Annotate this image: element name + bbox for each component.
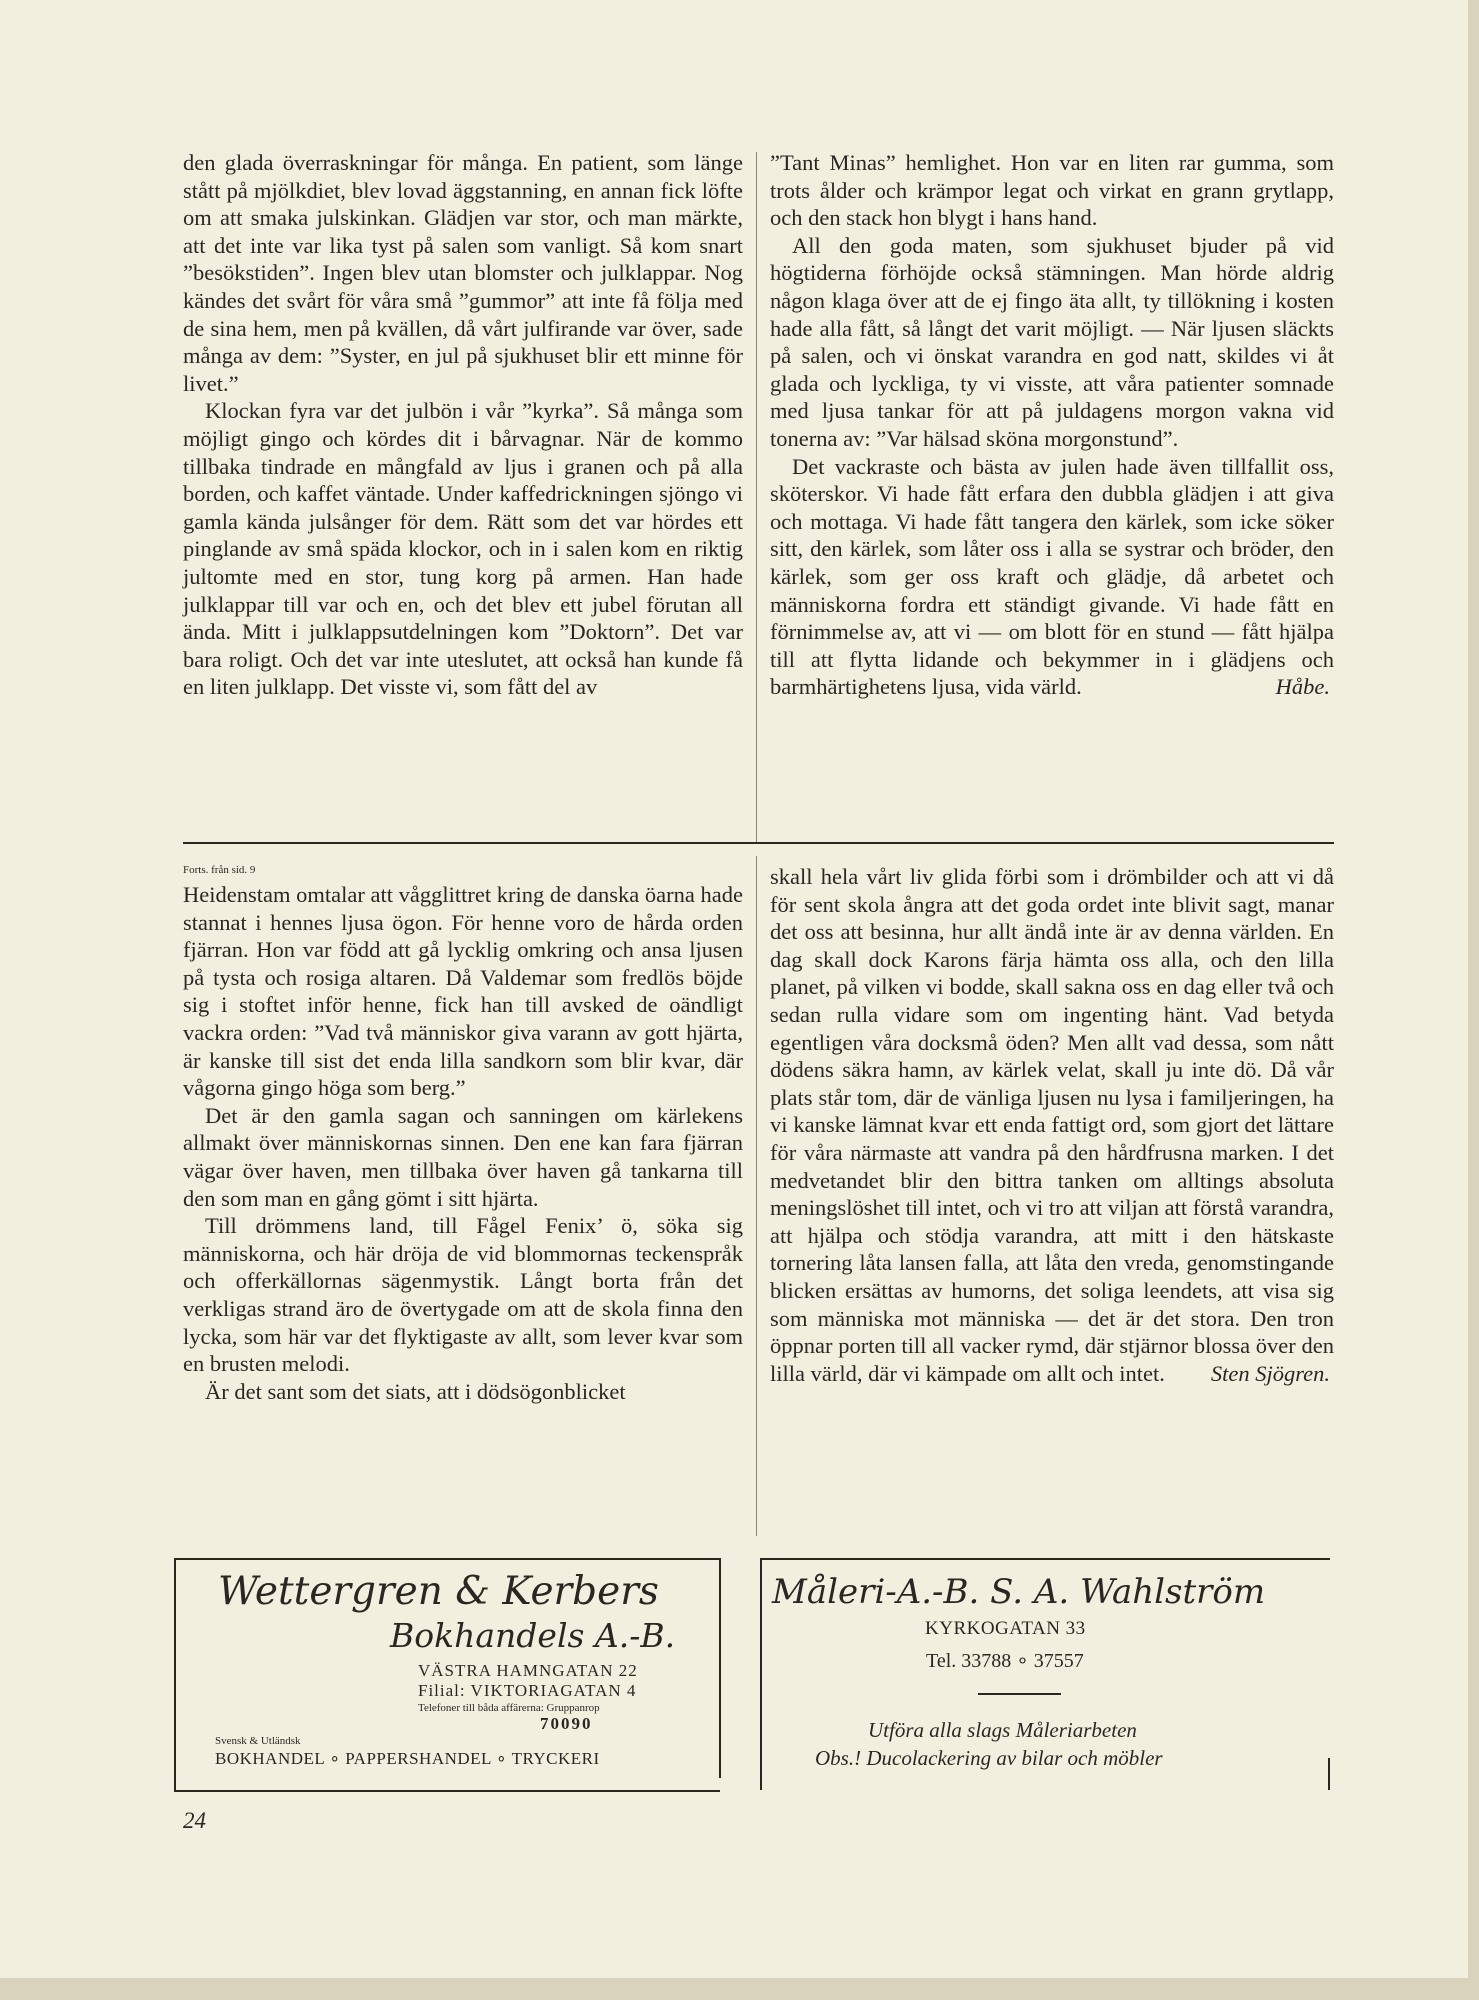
ad-company-name: Måleri-A.-B. S. A. Wahlström bbox=[772, 1572, 1266, 1612]
ad-tagline-small: Svensk & Utländsk bbox=[215, 1735, 301, 1747]
ad-border bbox=[1328, 1758, 1330, 1790]
paragraph: Det är den gamla sagan och sanningen om kärlekens allmakt över människornas sinnen. Den ene kan fara fjärran vägar över haven, men tillbaka över haven gå tankarna till den som man en gång gömt i sitt hjärta. bbox=[183, 1102, 743, 1211]
ad-company-name: Wettergren & Kerbers bbox=[218, 1569, 659, 1614]
paragraph: skall hela vårt liv glida förbi som i drömbilder och att vi då för sent skola ångra att det goda ordet inte blivit sagt, manar det oss att besinna, hur allt ändå inte är av denna världen. En dag skall dock Karons färja hämta oss alla, och den lilla planet, på vilken vi bodde, skall sakna oss en dag eller två och sedan rulla vidare som om ingenting hänt. Vad betyda egentligen våra docksmå öden? Men allt vad dessa, som nått dödens säkra hamn, av kärlek velat, skall ju inte dö. Då vår plats står tom, där de vänliga ljusen nu lysa i familjeringen, ha vi kanske lämnat kvar ett enda fattigt ord, som gjort det lättare för våra närmaste att vandra på den hårdfrusna marken. I det medvetandet blir den bittra tanken om alltings absoluta meningslöshet till intet, och vi tro att viljan att förstå varandra, att hjälpa och stödja varandra, att mitt i den hätskaste tornering låta lansen falla, att låta den vreda, genomstingande blicken ersättas av humorns, det soliga leendets, att visa sig som människa mot människa — det är det stora. Den tron öppnar porten till all vacker rymd, där stjärnor blossa över den lilla värld, där vi kämpade om allt och intet. bbox=[770, 864, 1334, 1386]
top-article-right-column bbox=[770, 149, 1334, 701]
ad-address: VÄSTRA HAMNGATAN 22 bbox=[418, 1661, 638, 1680]
ad-border bbox=[760, 1558, 762, 1790]
ad-border bbox=[174, 1790, 720, 1792]
paragraph: Till drömmens land, till Fågel Fenix’ ö, söka sig människorna, och här dröja de vid blommornas teckenspråk och offerkällornas sägenmystik. Långt borta från det verkligas strand äro de övertygade om att de skola finna den lycka, som här var det flyktigaste av allt, som lever kvar som en brusten melodi. bbox=[183, 1213, 743, 1377]
column-divider bbox=[756, 152, 757, 842]
continued-note: Forts. från sid. 9 bbox=[183, 864, 256, 876]
paragraph: Är det sant som det siats, att i dödsögonblicket bbox=[205, 1378, 626, 1404]
signature: Håbe. bbox=[1275, 674, 1330, 700]
ad-address: KYRKOGATAN 33 bbox=[925, 1618, 1086, 1639]
ad-divider bbox=[978, 1693, 1061, 1695]
bottom-article-right-column bbox=[770, 863, 1334, 1387]
article-divider bbox=[183, 842, 1334, 844]
paragraph: den glada överraskningar för många. En patient, som länge stått på mjölkdiet, blev lovad äggstanning, en annan fick löfte om att smaka julskinkan. Glädjen var stor, och man märkte, att det inte var lika tyst på salen som vanligt. Så kom snart ”besökstiden”. Ingen blev utan blomster och julklappar. Nog kändes det svårt för våra små ”gummor” att inte få följa med de sina hem, men på kvällen, då vårt julfirande var över, sade många av dem: ”Syster, en jul på sjukhuset blir ett minne för livet.” bbox=[183, 150, 743, 396]
paragraph: All den goda maten, som sjukhuset bjuder på vid högtiderna förhöjde också stämningen. Man hörde aldrig någon klaga över att de ej fingo äta allt, ty tillökning i kosten hade alla fått, så långt det varit möjligt. — När ljusen släckts på salen, och vi önskat varandra en god natt, skildes vi åt glada och lyckliga, ty vi visste, att våra patienter somnade med ljusa tankar för att på juldagens morgon vakna vid tonerna av: ”Var hälsad sköna morgonstund”. bbox=[770, 232, 1334, 451]
paragraph: Heidenstam omtalar att vågglittret kring de danska öarna hade stannat i hennes ljusa ögon. För henne voro de hårda orden fjärran. Hon var född att gå lycklig omkring och ansa ljusen på tysta och rosiga altaren. Då Valdemar som fredlös böjde sig i stoftet inför henne, fick han till avsked de oändligt vackra orden: ”Vad två människor giva varann av gott hjärta, är kanske till sist det enda lilla sandkorn som blir kvar, där vågorna gingo höga som berg.” bbox=[183, 882, 743, 1101]
ad-phone-note: Telefoner till båda affärerna: Gruppanrop bbox=[418, 1702, 600, 1714]
page-edge bbox=[0, 1978, 1479, 2000]
ad-line: Obs.! Ducolackering av bilar och möbler bbox=[815, 1746, 1163, 1770]
ad-phone: Tel. 33788 ∘ 37557 bbox=[926, 1650, 1084, 1672]
page-edge bbox=[1468, 0, 1479, 2000]
ad-border bbox=[760, 1558, 1330, 1560]
paragraph: ”Tant Minas” hemlighet. Hon var en liten rar gumma, som trots ålder och krämpor legat och virkat en grann grytlapp, och den stack hon blygt i hans hand. bbox=[770, 150, 1334, 231]
ad-phone: 70090 bbox=[540, 1714, 593, 1733]
paragraph: Det vackraste och bästa av julen hade även tillfallit oss, sköterskor. Vi hade fått erfara den dubbla glädjen i att giva och mottaga. Vi hade fått tangera den kärlek, som icke söker sitt, den kärlek, som låter oss i alla se systrar och bröder, den kärlek, som ger oss kraft och glädje, då arbetet och människorna fordra ett ständigt givande. Vi hade fått en förnimmelse av, att vi — om blott för en stund — fått hjälpa till att flytta lidande och bekymmer in i glädjens och barmhärtighetens ljusa, vida värld. bbox=[770, 453, 1334, 700]
ad-tagline: BOKHANDEL ∘ PAPPERSHANDEL ∘ TRYCKERI bbox=[215, 1749, 600, 1768]
column-divider bbox=[756, 856, 757, 1536]
top-article-left-column bbox=[183, 149, 743, 701]
page-number: 24 bbox=[183, 1808, 206, 1833]
signature: Sten Sjögren. bbox=[1210, 1360, 1330, 1386]
ad-company-type: Bokhandels A.-B. bbox=[390, 1616, 676, 1655]
bottom-article-left-column bbox=[183, 863, 743, 1405]
ad-line: Utföra alla slags Måleriarbeten bbox=[868, 1718, 1137, 1742]
paragraph: Klockan fyra var det julbön i vår ”kyrka”. Så många som möjligt gingo och kördes dit i bårvagnar. När de kommo tillbaka tindrade en mångfald av ljus i granen och på alla borden, och kaffet väntade. Under kaffedrickningen sjöngo vi gamla kända julsånger för dem. Rätt som det var hördes ett pinglande av små späda klockor, och in i salen kom en riktig jultomte med en stor, tung korg på armen. Han hade julklappar till var och en, och det blev ett jubel förutan all ända. Mitt i julklappsutdelningen kom ”Doktorn”. Det var bara roligt. Och det var inte uteslutet, att också han kunde få en liten julklapp. Det visste vi, som fått del av bbox=[183, 398, 743, 700]
ad-branch: Filial: VIKTORIAGATAN 4 bbox=[418, 1681, 637, 1700]
ad-border bbox=[174, 1558, 176, 1792]
